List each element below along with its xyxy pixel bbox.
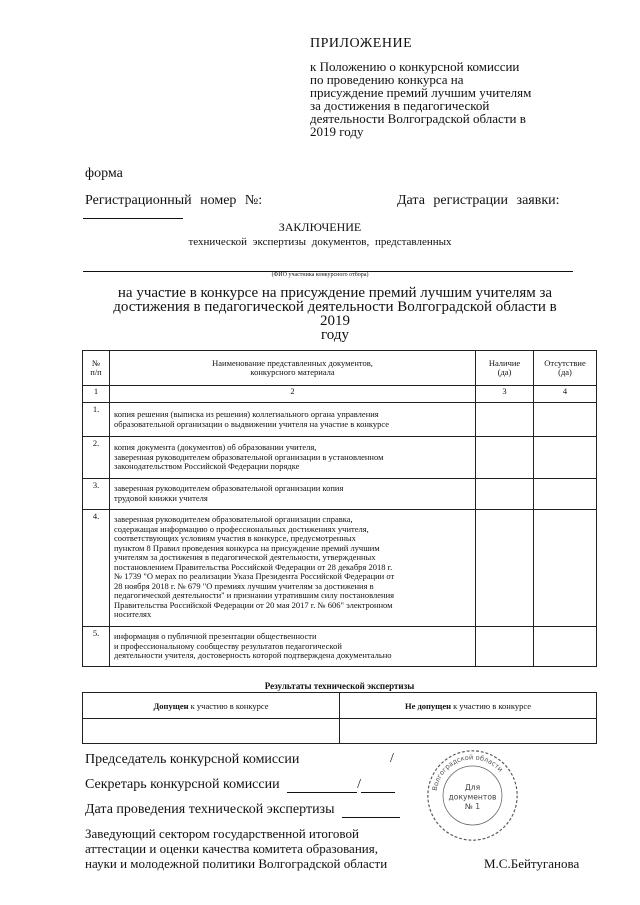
contest-title-line: достижения в педагогической деятельности Волгоградской области в 2019 bbox=[113, 299, 557, 329]
row-document: копия документа (документов) об образовании учителя, заверенная руководителем образовательной организации в установленном законодательством Российской Федерации порядке bbox=[110, 437, 476, 479]
index-cell: 1 bbox=[83, 386, 110, 403]
results-table bbox=[82, 692, 597, 744]
appendix-reference bbox=[310, 60, 580, 138]
row-document: копия решения (выписка из решения) коллегиального органа управления образовательной организации о выдвижении учителя на участие в конкурсе bbox=[110, 403, 476, 437]
table-row bbox=[83, 510, 597, 627]
chairman-signature bbox=[85, 752, 299, 768]
table-index-row bbox=[83, 386, 597, 403]
not-admitted-cell[interactable] bbox=[340, 719, 597, 744]
official-stamp-icon bbox=[425, 748, 520, 843]
absent-cell[interactable] bbox=[534, 403, 597, 437]
not-admitted-header: Не допущен к участию в конкурсе bbox=[340, 693, 597, 719]
conclusion-title: ЗАКЛЮЧЕНИЕ bbox=[278, 220, 362, 234]
appendix-line: деятельности Волгоградской области в bbox=[310, 111, 526, 126]
present-cell[interactable] bbox=[476, 437, 534, 479]
absent-cell[interactable] bbox=[534, 479, 597, 510]
row-number: 2. bbox=[83, 437, 110, 479]
stamp-center-line: Для bbox=[464, 782, 481, 792]
header-present: Наличие (да) bbox=[476, 351, 534, 386]
sector-head-name: М.С.Бейтуганова bbox=[484, 856, 580, 871]
secretary-slash-sep: / bbox=[357, 777, 361, 792]
form-label: форма bbox=[85, 166, 123, 181]
secretary-signature bbox=[85, 777, 395, 793]
index-cell: 4 bbox=[534, 386, 597, 403]
header-absent: Отсутствие (да) bbox=[534, 351, 597, 386]
appendix-line: 2019 году bbox=[310, 124, 364, 139]
appendix-title: ПРИЛОЖЕНИЕ bbox=[310, 36, 413, 51]
appendix-line: присуждение премий лучшим учителям bbox=[310, 85, 532, 100]
exam-date-label: Дата проведения технической экспертизы bbox=[85, 802, 335, 817]
row-number: 1. bbox=[83, 403, 110, 437]
header-document-name: Наименование представленных документов, конкурсного материала bbox=[110, 351, 476, 386]
secretary-signature-line[interactable] bbox=[287, 778, 357, 793]
table-row bbox=[83, 479, 597, 510]
row-document: заверенная руководителем образовательной организации копия трудовой книжки учителя bbox=[110, 479, 476, 510]
contest-title bbox=[100, 286, 570, 342]
sector-head-block bbox=[85, 826, 387, 871]
results-entry-row bbox=[83, 719, 597, 744]
appendix-line: за достижения в педагогической bbox=[310, 98, 490, 113]
registration-date-label: Дата регистрации заявки: bbox=[397, 193, 560, 208]
absent-cell[interactable] bbox=[534, 510, 597, 627]
index-cell: 2 bbox=[110, 386, 476, 403]
present-cell[interactable] bbox=[476, 510, 534, 627]
sector-head-line: аттестации и оценки качества комитета образования, bbox=[85, 841, 378, 856]
stamp-ring-text: Волгоградской области bbox=[430, 753, 505, 792]
appendix-line: к Положению о конкурсной комиссии bbox=[310, 59, 520, 74]
contest-title-line: году bbox=[321, 327, 349, 343]
table-header-row bbox=[83, 351, 597, 386]
chairman-slash: / bbox=[390, 751, 394, 766]
sector-head-line: науки и молодежной политики Волгоградской области bbox=[85, 856, 388, 871]
present-cell[interactable] bbox=[476, 479, 534, 510]
registration-number-line bbox=[83, 218, 183, 219]
participant-name-caption: (ФИО участника конкурсного отбора) bbox=[271, 272, 369, 278]
admitted-cell[interactable] bbox=[83, 719, 340, 744]
present-cell[interactable] bbox=[476, 403, 534, 437]
conclusion-subtitle: технической экспертизы документов, представленных bbox=[188, 236, 452, 248]
row-document: информация о публичной презентации общественности и профессиональному сообществу результатов педагогической деятельности учителя, достоверность которой подтверждена документально bbox=[110, 627, 476, 667]
sector-head-line: Заведующий сектором государственной итоговой bbox=[85, 826, 359, 841]
results-title: Результаты технической экспертизы bbox=[264, 681, 415, 691]
header-num: № п/п bbox=[83, 351, 110, 386]
absent-cell[interactable] bbox=[534, 437, 597, 479]
admitted-header: Допущен к участию в конкурсе bbox=[83, 693, 340, 719]
appendix-line: по проведению конкурса на bbox=[310, 72, 464, 87]
documents-table bbox=[82, 350, 597, 667]
contest-title-line: на участие в конкурсе на присуждение премий лучшим учителям за bbox=[117, 285, 553, 301]
index-cell: 3 bbox=[476, 386, 534, 403]
exam-date-line[interactable] bbox=[342, 803, 400, 818]
secretary-label: Секретарь конкурсной комиссии bbox=[85, 777, 280, 792]
row-number: 5. bbox=[83, 627, 110, 667]
table-row bbox=[83, 437, 597, 479]
table-row bbox=[83, 627, 597, 667]
present-cell[interactable] bbox=[476, 627, 534, 667]
secretary-name-line[interactable] bbox=[361, 778, 395, 793]
exam-date-row bbox=[85, 802, 400, 818]
row-document: заверенная руководителем образовательной организации справка, содержащая информацию о профессиональных достижениях учителя, соответствующих условиям участия в конкурсе, предусмотренных пунктом 8 Правил проведения конкурса на присуждение премий лучшим учителям за достижения в педагогической деятельности, утвержденных постановлением Правительства Российской Федерации от 28 декабря 2018 г. № 1739 "О мерах по реализации Указа Президента Российской Федерации от 28 ноября 2018 г. № 679 "О премиях лучшим учителям за достижения в педагогической деятельности" и признании утратившим силу постановления Правительства Российской Федерации от 20 мая 2017 г. № 606" электронном носителях bbox=[110, 510, 476, 627]
row-number: 4. bbox=[83, 510, 110, 627]
stamp-center-line: документов bbox=[448, 792, 497, 802]
results-header-row bbox=[83, 693, 597, 719]
stamp-center-line: № 1 bbox=[464, 801, 481, 811]
chairman-label: Председатель конкурсной комиссии bbox=[85, 752, 300, 767]
registration-number-label: Регистрационный номер №: bbox=[85, 193, 263, 208]
table-row bbox=[83, 403, 597, 437]
row-number: 3. bbox=[83, 479, 110, 510]
absent-cell[interactable] bbox=[534, 627, 597, 667]
